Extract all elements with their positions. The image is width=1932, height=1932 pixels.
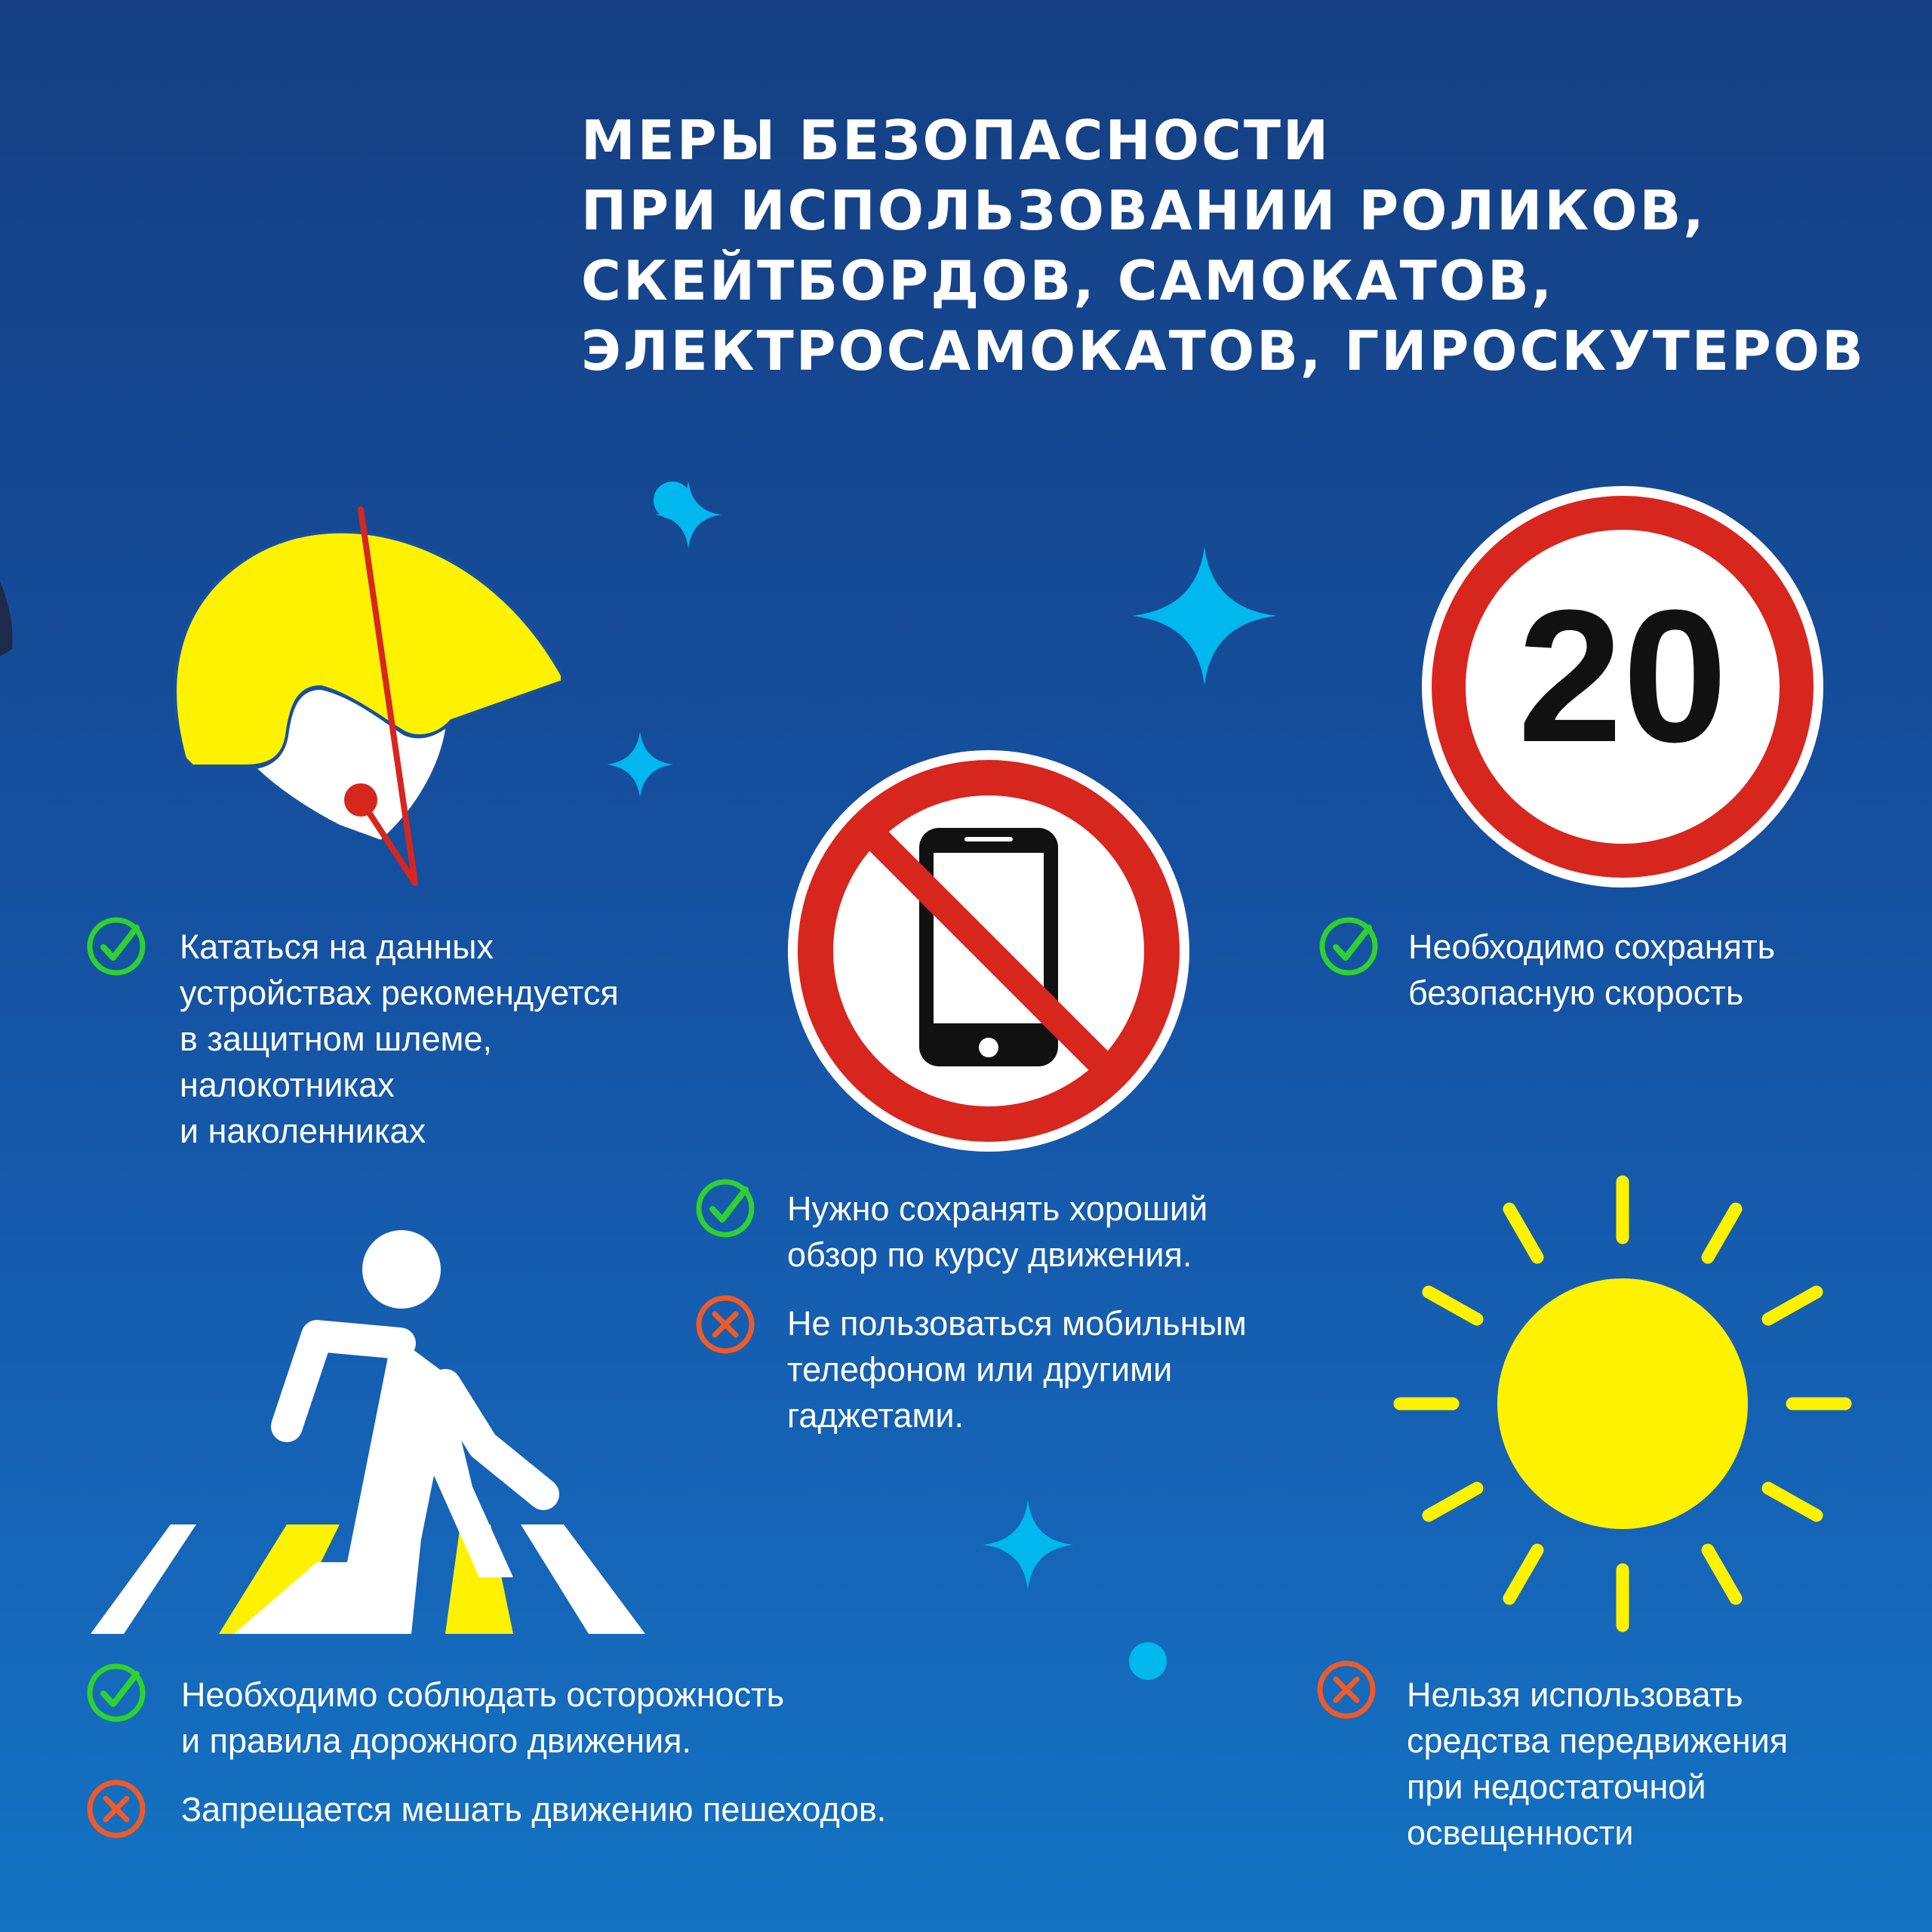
caution-text	[181, 1672, 784, 1764]
dot-icon	[1128, 1641, 1168, 1681]
text-line: и правила дорожного движения.	[181, 1721, 691, 1760]
text-line: Нельзя использовать	[1407, 1675, 1743, 1714]
cross-icon	[87, 1780, 146, 1838]
phone-text	[787, 1300, 1247, 1438]
text-line: Необходимо сохранять	[1408, 928, 1776, 966]
pedestrian-crossing-icon	[91, 1223, 649, 1638]
text-line: налокотниках	[180, 1066, 395, 1104]
title-line: МЕРЫ БЕЗОПАСНОСТИ	[581, 109, 1331, 172]
title-line: ЭЛЕКТРОСАМОКАТОВ, ГИРОСКУТЕРОВ	[581, 319, 1866, 383]
helmet-text	[180, 924, 619, 1154]
text-line: в защитном шлеме,	[180, 1020, 493, 1058]
text-line: средства передвижения	[1407, 1721, 1789, 1760]
title-line: СКЕЙТБОРДОВ, САМОКАТОВ,	[581, 249, 1555, 312]
sun-icon	[1392, 1177, 1853, 1607]
check-icon	[87, 917, 146, 976]
text-line: безопасную скорость	[1408, 974, 1744, 1012]
speed-text	[1408, 924, 1775, 1016]
view-text	[787, 1186, 1208, 1278]
text-line: и наколенниках	[180, 1112, 426, 1150]
text-line: Запрещается мешать движению пешеходов.	[181, 1790, 887, 1829]
cross-icon	[1317, 1660, 1376, 1719]
text-line: Необходимо соблюдать осторожность	[181, 1675, 785, 1714]
light-text	[1407, 1672, 1788, 1856]
pedestrians-text	[181, 1786, 886, 1832]
page-title	[581, 106, 1866, 386]
helmet-icon	[170, 509, 570, 894]
check-icon	[1319, 917, 1378, 976]
sparkle-icon	[1129, 540, 1280, 691]
dot-icon	[653, 481, 692, 520]
text-line: телефоном или другими	[787, 1350, 1173, 1389]
text-line: Нужно сохранять хороший	[787, 1189, 1208, 1228]
text-line: при недостаточной	[1407, 1767, 1706, 1806]
speed-limit-value: 20	[1517, 571, 1728, 782]
no-phone-sign-icon	[785, 747, 1192, 1155]
text-line: устройствах рекомендуется	[180, 974, 619, 1012]
sparkle-icon	[606, 729, 674, 800]
title-line: ПРИ ИСПОЛЬЗОВАНИИ РОЛИКОВ,	[581, 179, 1706, 242]
text-line: Не пользоваться мобильным	[787, 1304, 1247, 1343]
check-icon	[696, 1179, 755, 1238]
edge-decoration	[0, 581, 18, 672]
text-line: обзор по курсу движения.	[787, 1235, 1192, 1274]
text-line: гаджетами.	[787, 1396, 964, 1435]
text-line: освещенности	[1407, 1814, 1634, 1852]
cross-icon	[696, 1295, 755, 1354]
text-line: Кататься на данных	[180, 928, 494, 966]
sparkle-icon	[983, 1498, 1073, 1592]
check-icon	[87, 1663, 146, 1722]
speed-limit-sign-icon	[1419, 483, 1826, 891]
